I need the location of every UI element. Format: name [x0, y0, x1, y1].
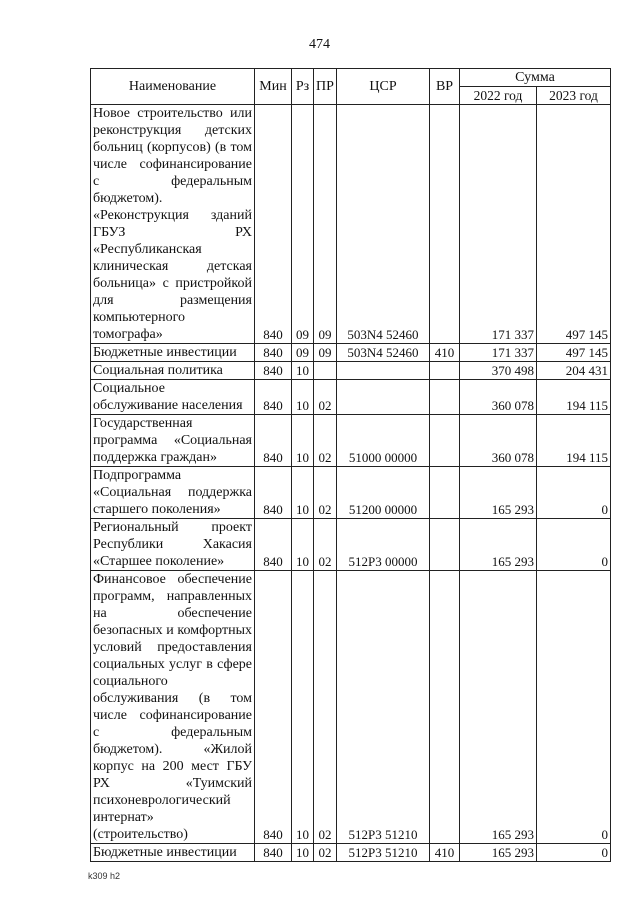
- cell-pr: 02: [314, 519, 337, 571]
- cell-name: Социальная политика: [91, 362, 255, 380]
- cell-csr: 512P3 51210: [337, 571, 430, 844]
- header-sum: Сумма: [460, 69, 611, 87]
- cell-pr: 02: [314, 844, 337, 862]
- cell-name: Бюджетные инвестиции: [91, 344, 255, 362]
- cell-2023: 204 431: [537, 362, 611, 380]
- header-year-2022: 2022 год: [460, 87, 537, 105]
- cell-pr: [314, 362, 337, 380]
- cell-vr: [430, 467, 460, 519]
- cell-name: Региональный проект Республики Хакасия «Старшее поколение»: [91, 519, 255, 571]
- cell-2023: 497 145: [537, 344, 611, 362]
- cell-2022: 171 337: [460, 344, 537, 362]
- cell-pr: 09: [314, 344, 337, 362]
- table-row: [91, 105, 611, 344]
- cell-min: 840: [255, 105, 292, 344]
- cell-name: Государственная программа «Социальная поддержка граждан»: [91, 415, 255, 467]
- cell-2023: 0: [537, 571, 611, 844]
- cell-pr: 09: [314, 105, 337, 344]
- cell-csr: 503N4 52460: [337, 105, 430, 344]
- cell-2022: 171 337: [460, 105, 537, 344]
- cell-csr: [337, 362, 430, 380]
- cell-2023: 0: [537, 844, 611, 862]
- table-body: [91, 105, 611, 862]
- cell-2022: 360 078: [460, 380, 537, 415]
- cell-vr: 410: [430, 344, 460, 362]
- cell-min: 840: [255, 415, 292, 467]
- table-row: [91, 380, 611, 415]
- cell-2022: 165 293: [460, 519, 537, 571]
- header-name: Наименование: [91, 69, 255, 105]
- cell-csr: 512P3 00000: [337, 519, 430, 571]
- cell-name: Бюджетные инвестиции: [91, 844, 255, 862]
- cell-vr: [430, 519, 460, 571]
- table-row: [91, 362, 611, 380]
- cell-rz: 10: [292, 844, 314, 862]
- table-row: [91, 415, 611, 467]
- table-row: [91, 344, 611, 362]
- cell-vr: [430, 571, 460, 844]
- cell-2023: 497 145: [537, 105, 611, 344]
- cell-2022: 165 293: [460, 467, 537, 519]
- cell-csr: 51200 00000: [337, 467, 430, 519]
- cell-rz: 09: [292, 344, 314, 362]
- page-number: 474: [309, 37, 330, 52]
- cell-vr: [430, 362, 460, 380]
- cell-csr: 512P3 51210: [337, 844, 430, 862]
- cell-min: 840: [255, 844, 292, 862]
- cell-name: Финансовое обеспечение программ, направленных на обеспечение безопасных и комфортных условий предоставления социальных услуг в сфере социального обслуживания (в том числе софинансирование с федеральным бюджетом). «Жилой корпус на 200 мест ГБУ РХ «Туимский психоневрологический интернат» (строительство): [91, 571, 255, 844]
- cell-vr: 410: [430, 844, 460, 862]
- cell-rz: 10: [292, 380, 314, 415]
- header-vr: ВР: [430, 69, 460, 105]
- cell-2023: 194 115: [537, 380, 611, 415]
- cell-vr: [430, 105, 460, 344]
- cell-2022: 370 498: [460, 362, 537, 380]
- footer-code: k309 h2: [88, 871, 121, 881]
- cell-vr: [430, 415, 460, 467]
- cell-min: 840: [255, 344, 292, 362]
- header-rz: Рз: [292, 69, 314, 105]
- header-year-2023: 2023 год: [537, 87, 611, 105]
- cell-rz: 10: [292, 519, 314, 571]
- cell-rz: 10: [292, 467, 314, 519]
- cell-name: Подпрограмма «Социальная поддержка старшего поколения»: [91, 467, 255, 519]
- cell-2022: 360 078: [460, 415, 537, 467]
- cell-rz: 10: [292, 362, 314, 380]
- cell-csr: [337, 380, 430, 415]
- cell-rz: 09: [292, 105, 314, 344]
- cell-min: 840: [255, 571, 292, 844]
- cell-csr: 51000 00000: [337, 415, 430, 467]
- cell-2023: 0: [537, 519, 611, 571]
- cell-vr: [430, 380, 460, 415]
- header-csr: ЦСР: [337, 69, 430, 105]
- cell-min: 840: [255, 467, 292, 519]
- header-min: Мин: [255, 69, 292, 105]
- header-pr: ПР: [314, 69, 337, 105]
- cell-pr: 02: [314, 571, 337, 844]
- cell-name: Социальное обслуживание населения: [91, 380, 255, 415]
- cell-pr: 02: [314, 380, 337, 415]
- table-row: [91, 519, 611, 571]
- cell-2022: 165 293: [460, 571, 537, 844]
- table-row: [91, 571, 611, 844]
- table-row: [91, 844, 611, 862]
- cell-rz: 10: [292, 571, 314, 844]
- cell-2022: 165 293: [460, 844, 537, 862]
- cell-2023: 0: [537, 467, 611, 519]
- cell-name: Новое строительство или реконструкция детских больниц (корпусов) (в том числе софинансирование с федеральным бюджетом). «Реконструкция зданий ГБУЗ РХ «Республиканская клиническая детская больница» с пристройкой для размещения компьютерного томографа»: [91, 105, 255, 344]
- cell-pr: 02: [314, 467, 337, 519]
- cell-pr: 02: [314, 415, 337, 467]
- cell-rz: 10: [292, 415, 314, 467]
- table-row: [91, 467, 611, 519]
- cell-min: 840: [255, 362, 292, 380]
- cell-min: 840: [255, 380, 292, 415]
- cell-min: 840: [255, 519, 292, 571]
- budget-table: [90, 68, 611, 862]
- cell-csr: 503N4 52460: [337, 344, 430, 362]
- cell-2023: 194 115: [537, 415, 611, 467]
